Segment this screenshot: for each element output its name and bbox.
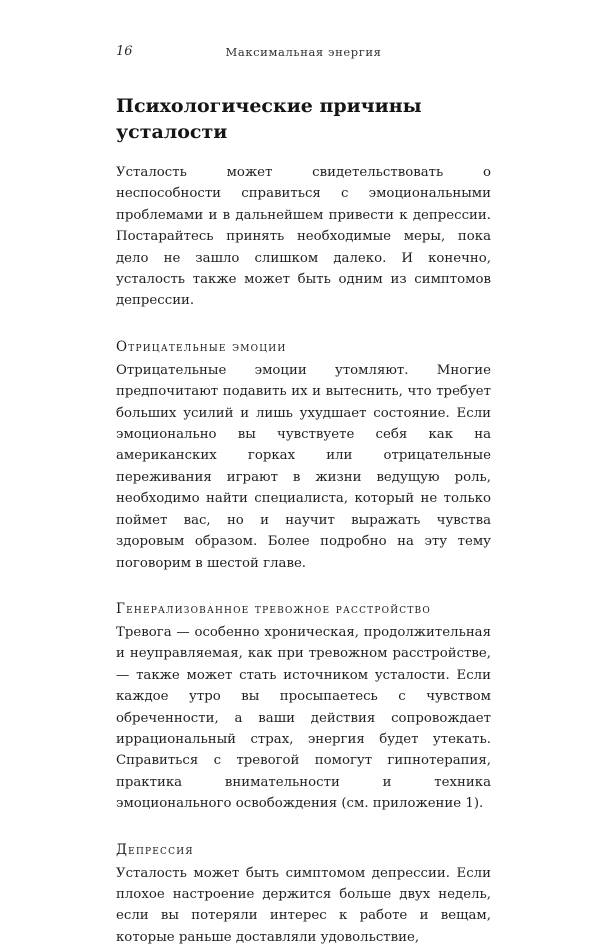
section-heading-negative-emotions: Отрицательные эмоции bbox=[116, 338, 287, 355]
intro-paragraph: Усталость может свидетельствовать о неспособности справиться с эмоциональными проблемами и в дальнейшем привести к депрессии. Постарайтесь принять необходимые меры, пока дело не зашло слишком далеко. И конечно, усталость также может быть одним из симптомов депрессии. bbox=[116, 165, 491, 309]
chapter-title: Психологические причины усталости bbox=[116, 95, 422, 143]
section-heading-depression: Депрессия bbox=[116, 841, 194, 858]
running-title: Максимальная энергия bbox=[225, 45, 382, 59]
page-number: 16 bbox=[116, 44, 133, 59]
page-header bbox=[116, 44, 491, 64]
section-heading-anxiety-disorder: Генерализованное тревожное расстройство bbox=[116, 600, 431, 617]
page-body bbox=[116, 93, 491, 948]
section-text-negative-emotions: Отрицательные эмоции утомляют. Многие предпочитают подавить их и вытеснить, что требует больших усилий и лишь ухудшает состояние. Если эмоционально вы чувствуете себя как на американских горках или отрицательные переживания играют в жизни ведущую роль, необходимо найти специалиста, который не только поймет вас, но и научит выражать чувства здоровым образом. Более подробно на эту тему поговорим в шестой главе. bbox=[116, 362, 491, 571]
section-text-depression: Усталость может быть симптомом депрессии. Если плохое настроение держится больше двух недель, если вы потеряли интерес к работе и вещам, которые раньше доставляли удовольствие, bbox=[116, 865, 491, 945]
section-text-anxiety-disorder: Тревога — особенно хроническая, продолжительная и неуправляемая, как при тревожном расстройстве, — также может стать источником усталости. Если каждое утро вы просыпаетесь с чувством обреченности, а ваши действия сопровождает иррациональный страх, энергия будет утекать. Справиться с тревогой помогут гипнотерапия, практика внимательности и техника эмоционального освобождения (см. приложение 1). bbox=[116, 624, 491, 812]
